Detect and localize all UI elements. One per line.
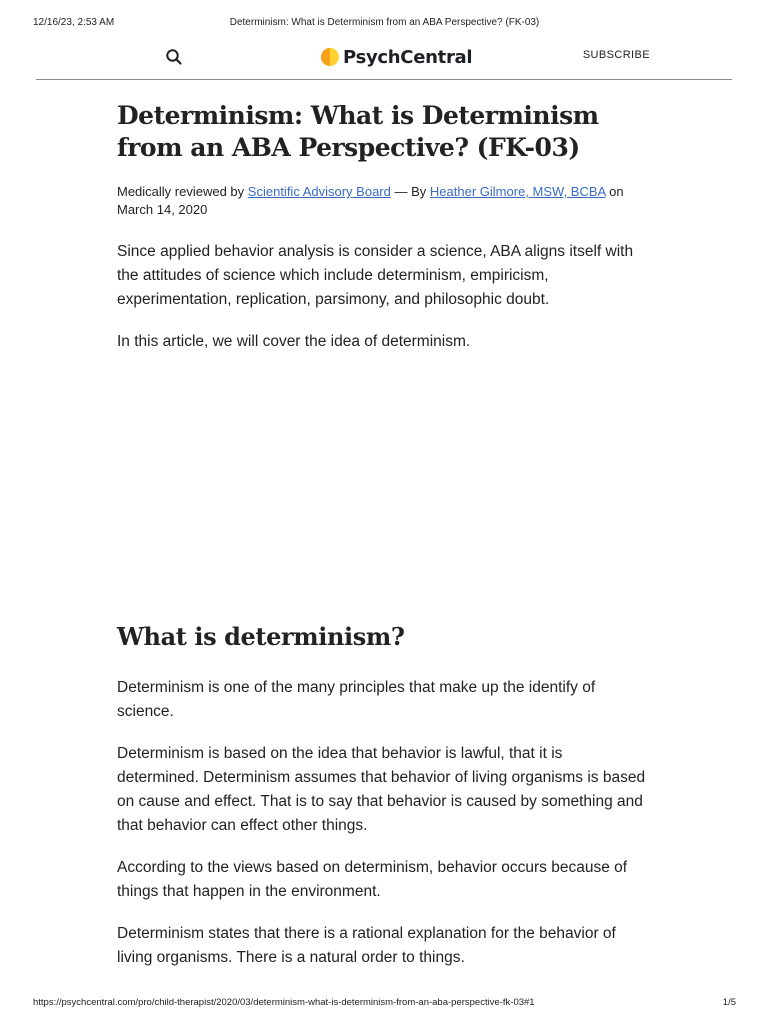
article-title: Determinism: What is Determinism from an ABA Perspective? (FK-03) [117,101,599,162]
print-header [33,16,736,30]
subscribe-link[interactable]: SUBSCRIBE [582,49,650,61]
reviewed-by-label: Medically reviewed by [117,184,245,199]
print-url: https://psychcentral.com/pro/child-therapist/2020/03/determinism-what-is-determinism-from-an-aba-perspective-fk-03#1 [33,997,535,1008]
print-document-title: Determinism: What is Determinism from an ABA Perspective? (FK-03) [229,17,540,28]
intro-paragraph: In this article, we will cover the idea of determinism. [117,333,471,350]
search-icon [164,47,184,67]
print-page-number: 1/5 [722,997,736,1008]
byline [117,183,647,219]
body-paragraph: Determinism states that there is a rational explanation for the behavior of living organisms. There is a natural order to things. [117,925,616,966]
article [117,100,647,970]
print-footer [33,996,736,1010]
body-paragraph: Determinism is based on the idea that behavior is lawful, that it is determined. Determinism assumes that behavior of living organisms is based on cause and effect. That is to say that behavior is caused by something and that behavior can effect other things. [117,745,646,834]
ad-placeholder [117,354,647,621]
brand-name: PsychCentral [343,46,473,68]
on-label: on [609,184,624,199]
author-link[interactable]: Heather Gilmore, MSW, BCBA [429,184,606,199]
site-header [36,40,732,80]
section-heading: What is determinism? [117,622,405,651]
by-label: — By [394,184,427,199]
reviewer-link[interactable]: Scientific Advisory Board [247,184,391,199]
site-logo[interactable] [320,45,472,69]
body-paragraph: Determinism is one of the many principles that make up the identify of science. [117,679,596,720]
publish-date: March 14, 2020 [117,202,208,217]
psychcentral-logo-icon [320,47,340,67]
body-paragraph: According to the views based on determinism, behavior occurs because of things that happen in the environment. [117,859,628,900]
search-button[interactable] [164,47,184,67]
intro-paragraph: Since applied behavior analysis is consider a science, ABA aligns itself with the attitudes of science which include determinism, empiricism, experimentation, replication, parsimony, and philosophic doubt. [117,243,634,308]
print-datetime: 12/16/23, 2:53 AM [33,17,115,28]
